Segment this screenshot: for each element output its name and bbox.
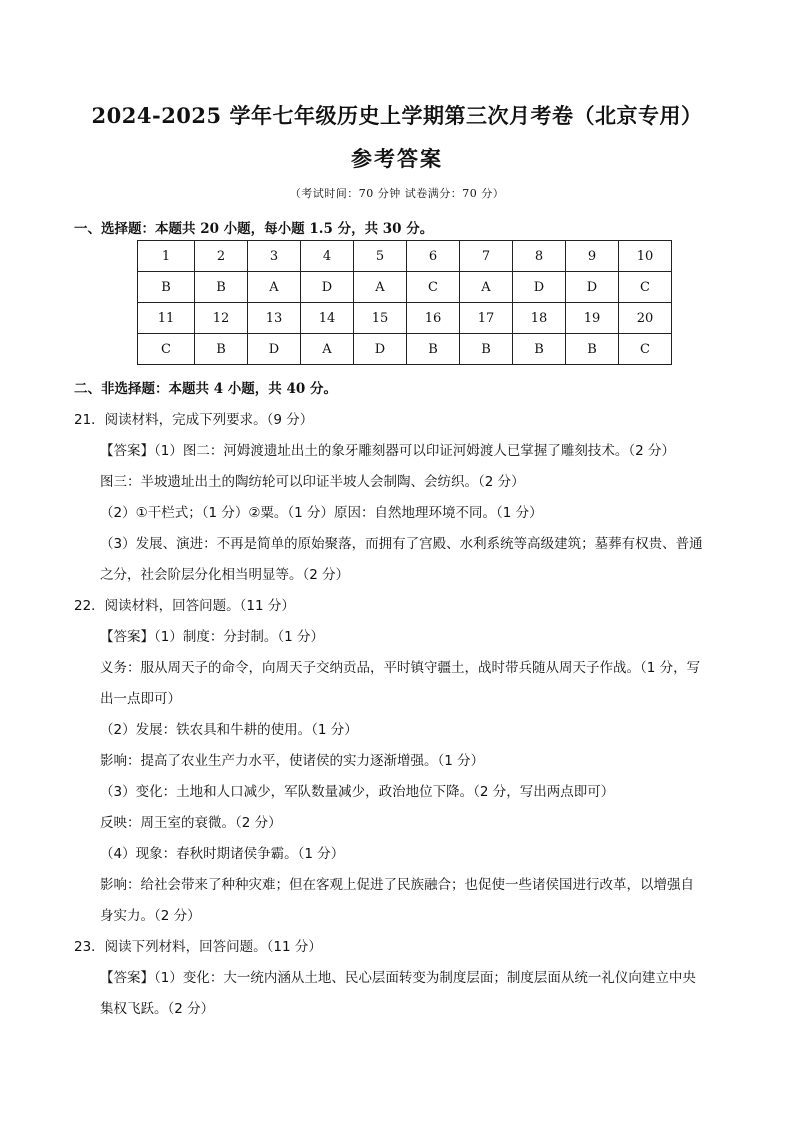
section-1-heading: 一、选择题：本题共 20 小题，每小题 1.5 分，共 30 分。 <box>74 221 434 237</box>
table-cell: B <box>460 334 513 365</box>
answer-line: （4）现象：春秋时期诸侯争霸。（1 分） <box>100 846 345 862</box>
table-cell: B <box>513 334 566 365</box>
table-cell: D <box>354 334 407 365</box>
table-cell: B <box>566 334 619 365</box>
table-row <box>138 334 672 365</box>
question-21-heading: 21．阅读材料，完成下列要求。（9 分） <box>74 412 314 428</box>
table-cell: 13 <box>248 303 301 334</box>
table-cell: 5 <box>354 241 407 272</box>
table-cell: A <box>460 272 513 303</box>
answer-line: （2）①干栏式；（1 分）②粟。（1 分）原因：自然地理环境不同。（1 分） <box>100 505 543 521</box>
answer-line: 集权飞跃。（2 分） <box>100 1001 215 1017</box>
answer-line: 影响：提高了农业生产力水平，使诸侯的实力逐渐增强。（1 分） <box>100 753 485 769</box>
table-cell: 1 <box>138 241 195 272</box>
table-cell: 8 <box>513 241 566 272</box>
table-cell: D <box>248 334 301 365</box>
table-cell: C <box>619 334 672 365</box>
table-row <box>138 272 672 303</box>
table-cell: B <box>138 272 195 303</box>
answer-line: 身实力。（2 分） <box>100 908 201 924</box>
answer-line: 【答案】（1）图二：河姆渡遗址出土的象牙雕刻器可以印证河姆渡人已掌握了雕刻技术。（2 分） <box>100 443 675 459</box>
table-cell: D <box>513 272 566 303</box>
answer-line: （3）发展、演进：不再是简单的原始聚落，而拥有了宫殿、水利系统等高级建筑；墓葬有权贵、普通 <box>100 536 703 552</box>
answer-line: 影响：给社会带来了种种灾难；但在客观上促进了民族融合；也促使一些诸侯国进行改革，以增强自 <box>100 877 694 893</box>
table-cell: 2 <box>195 241 248 272</box>
answer-line: （2）发展：铁农具和牛耕的使用。（1 分） <box>100 722 358 738</box>
table-cell: A <box>248 272 301 303</box>
table-cell: D <box>301 272 354 303</box>
answer-line: 【答案】（1）制度：分封制。（1 分） <box>100 629 324 645</box>
table-cell: 16 <box>407 303 460 334</box>
table-cell: 15 <box>354 303 407 334</box>
table-cell: A <box>354 272 407 303</box>
question-22-heading: 22．阅读材料，回答问题。（11 分） <box>74 598 295 614</box>
table-cell: 10 <box>619 241 672 272</box>
table-cell: 14 <box>301 303 354 334</box>
answer-line: （3）变化：土地和人口减少，军队数量减少，政治地位下降。（2 分，写出两点即可） <box>100 784 615 800</box>
page-title: 2024-2025 学年七年级历史上学期第三次月考卷（北京专用） <box>91 103 703 128</box>
table-cell: A <box>301 334 354 365</box>
table-cell: C <box>138 334 195 365</box>
answer-line: 出一点即可） <box>100 691 181 707</box>
table-cell: 3 <box>248 241 301 272</box>
table-cell: C <box>407 272 460 303</box>
table-cell: D <box>566 272 619 303</box>
exam-info: （考试时间：70 分钟 试卷满分：70 分） <box>289 187 505 200</box>
table-cell: 20 <box>619 303 672 334</box>
table-cell: 19 <box>566 303 619 334</box>
table-cell: 18 <box>513 303 566 334</box>
table-cell: 6 <box>407 241 460 272</box>
answer-table <box>137 240 672 365</box>
table-cell: 9 <box>566 241 619 272</box>
answer-line: 义务：服从周天子的命令，向周天子交纳贡品，平时镇守疆土，战时带兵随从周天子作战。（1 分，写 <box>100 660 701 676</box>
page-subtitle: 参考答案 <box>351 146 443 171</box>
table-cell: C <box>619 272 672 303</box>
table-row <box>138 303 672 334</box>
table-cell: 12 <box>195 303 248 334</box>
table-cell: 17 <box>460 303 513 334</box>
table-row <box>138 241 672 272</box>
table-cell: B <box>195 334 248 365</box>
answer-line: 反映：周王室的衰微。（2 分） <box>100 815 282 831</box>
table-cell: 11 <box>138 303 195 334</box>
table-cell: B <box>195 272 248 303</box>
question-23-heading: 23．阅读下列材料，回答问题。（11 分） <box>74 939 322 955</box>
answer-line: 图三：半坡遗址出土的陶纺轮可以印证半坡人会制陶、会纺织。（2 分） <box>100 474 525 490</box>
table-cell: B <box>407 334 460 365</box>
section-2-heading: 二、非选择题：本题共 4 小题，共 40 分。 <box>74 381 337 397</box>
answer-line: 之分，社会阶层分化相当明显等。（2 分） <box>100 567 350 583</box>
answer-line: 【答案】（1）变化：大一统内涵从土地、民心层面转变为制度层面；制度层面从统一礼仪向建立中央 <box>100 970 696 986</box>
table-cell: 4 <box>301 241 354 272</box>
table-cell: 7 <box>460 241 513 272</box>
